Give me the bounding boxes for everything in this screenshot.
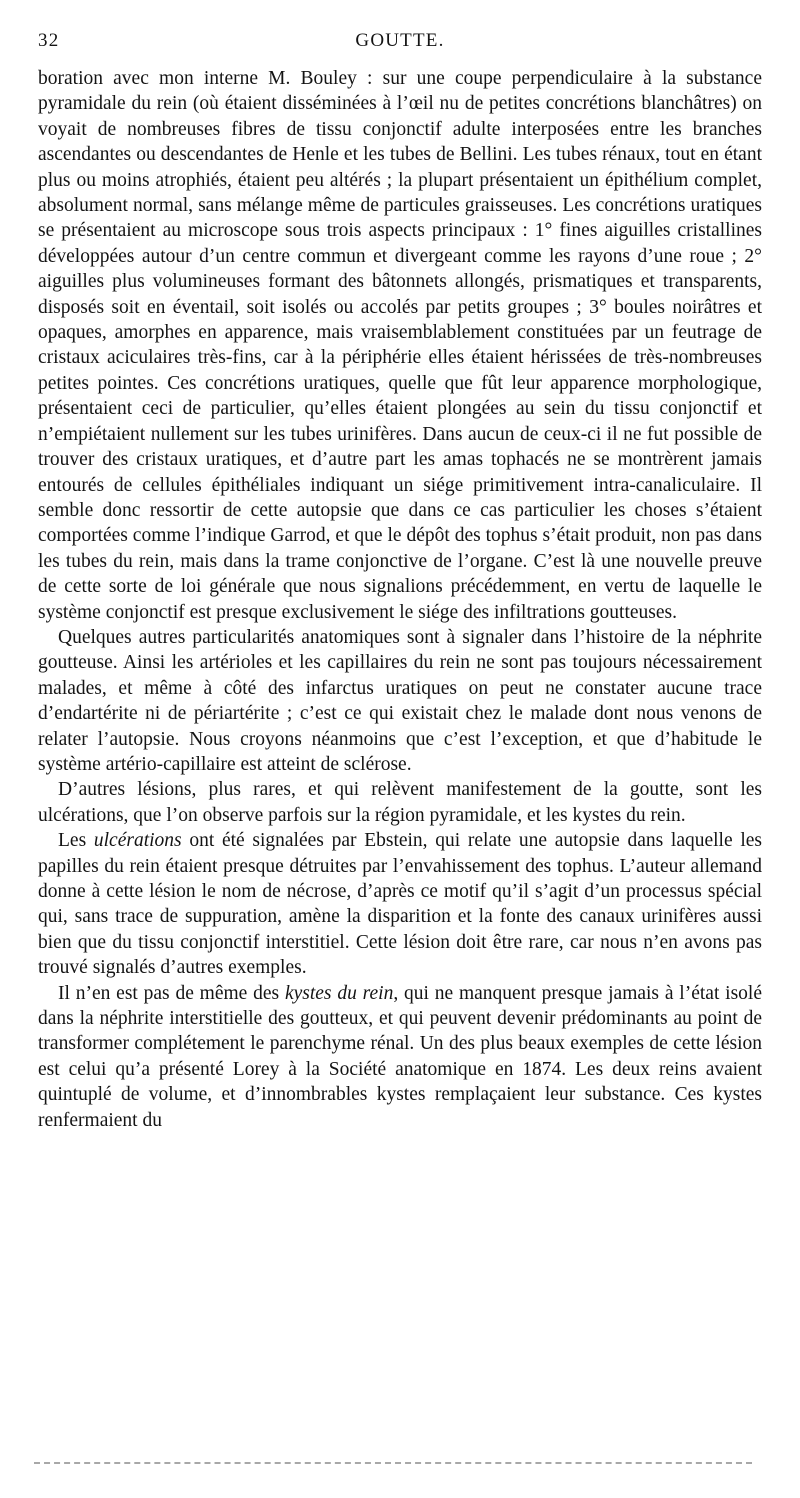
italic-term: kystes du rein <box>284 982 394 1004</box>
paragraph-text: Quelques autres particularités anatomiques sont à signaler dans l’histoire de la néphrite goutteuse. Ainsi les artérioles et les capillaires du rein ne sont pas toujours nécessairement malades, et même à côté des infarctus uratiques on peut ne constater aucune trace d’endartérite ni de périartérite ; c’est ce qui existait chez le malade dont nous venons de relater l’autopsie. Nous croyons néanmoins que c’est l’exception, et que d’habitude le système artério-capillaire est atteint de sclérose. <box>38 626 762 775</box>
paragraph-text: , qui ne manquent presque jamais à l’état isolé dans la néphrite interstitielle des goutteux, et qui peuvent devenir prédominants au point de transformer complétement le parenchyme rénal. Un des plus beaux exemples de cette lésion est celui qu’a présenté Lorey à la Société anatomique en 1874. Les deux reins avaient quintuplé de volume, et d’innombrables kystes remplaçaient leur substance. Ces kystes renfermaient du <box>38 982 762 1131</box>
paragraph-text: D’autres lésions, plus rares, et qui relèvent manifestement de la goutte, sont les ulcérations, que l’on observe parfois sur la région pyramidale, et les kystes du rein. <box>38 779 762 826</box>
paragraph <box>38 828 762 980</box>
body-text <box>38 66 762 1133</box>
footer-rule <box>34 1462 752 1464</box>
paragraph-text: Les <box>58 830 94 852</box>
paragraph <box>38 777 762 828</box>
running-title: GOUTTE. <box>355 30 445 51</box>
paragraph <box>38 625 762 777</box>
paragraph-text: Il n’en est pas de même des <box>58 982 285 1004</box>
page-number: 32 <box>38 30 60 51</box>
paragraph <box>38 66 762 625</box>
paragraph-text: ont été signalées par Ebstein, qui relate une autopsie dans laquelle les papilles du rein étaient presque détruites par l’envahissement des tophus. L’auteur allemand donne à cette lésion le nom de nécrose, d’après ce motif qu’il s’agit d’un processus spécial qui, sans trace de suppuration, amène la disparition et la fonte des canaux urinifères aussi bien que du tissu conjonctif interstitiel. Cette lésion doit être rare, car nous n’en avons pas trouvé signalés d’autres exemples. <box>38 830 762 979</box>
italic-term: ulcérations <box>93 830 182 852</box>
paragraph <box>38 981 762 1133</box>
running-head <box>38 30 762 54</box>
paragraph-text: boration avec mon interne M. Bouley : sur une coupe perpendiculaire à la substance pyramidale du rein (où étaient disséminées à l’œil nu de petites concrétions blanchâtres) on voyait de nombreuses fibres de tissu conjonctif adulte interposées entre les branches ascendantes ou descendantes de Henle et les tubes de Bellini. Les tubes rénaux, tout en étant plus ou moins atrophiés, étaient peu altérés ; la plupart présentaient un épithélium complet, absolument normal, sans mélange même de particules graisseuses. Les concrétions uratiques se présentaient au microscope sous trois aspects principaux : 1° fines aiguilles cristallines développées autour d’un centre commun et divergeant comme les rayons d’une roue ; 2° aiguilles plus volumineuses formant des bâtonnets allongés, prismatiques et transparents, disposés soit en éventail, soit isolés ou accolés par petits groupes ; 3° boules noirâtres et opaques, amorphes en apparence, mais vraisemblablement constituées par un feutrage de cristaux aciculaires très-fins, car à la périphérie elles étaient hérissées de très-nombreuses petites pointes. Ces concrétions uratiques, quelle que fût leur apparence morphologique, présentaient ceci de particulier, qu’elles étaient plongées au sein du tissu conjonctif et n’empiétaient nullement sur les tubes urinifères. Dans aucun de ceux-ci il ne fut possible de trouver des cristaux uratiques, et d’autre part les amas tophacés ne se montrèrent jamais entourés de cellules épithéliales indiquant un siége primitivement intra-canaliculaire. Il semble donc ressortir de cette autopsie que dans ce cas particulier les choses s’étaient comportées comme l’indique Garrod, et que le dépôt des tophus s’était produit, non pas dans les tubes du rein, mais dans la trame conjonctive de l’organe. C’est là une nouvelle preuve de cette sorte de loi générale que nous signalions précédemment, en vertu de laquelle le système conjonctif est presque exclusivement le siége des infiltrations goutteuses. <box>38 68 762 623</box>
